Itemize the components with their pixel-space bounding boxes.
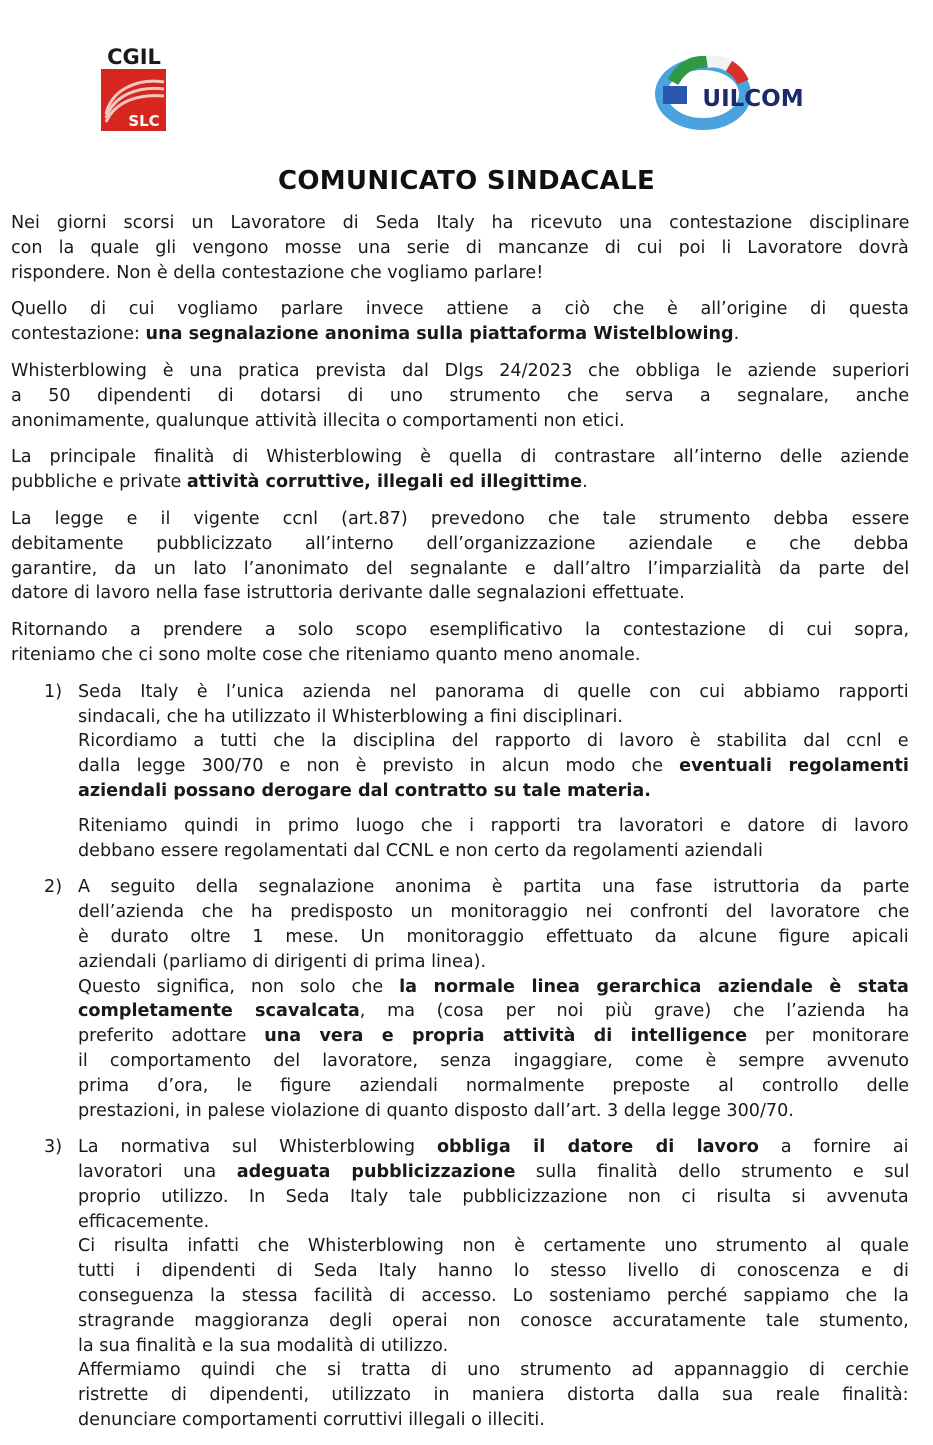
paragraph	[11, 359, 909, 433]
text-line	[11, 643, 909, 668]
text-run: La normativa sul Whisterblowing	[78, 1137, 437, 1158]
text-line	[78, 705, 909, 730]
text-line	[78, 950, 909, 975]
text-line	[78, 900, 909, 925]
text-run: La legge e il vigente ccnl (art.87) prevedono che tale strumento debba essere	[11, 508, 909, 529]
list-item-block	[78, 1135, 909, 1433]
text-run: a 50 dipendenti di dotarsi di uno strumento che serva a segnalare, anche	[11, 385, 909, 406]
cgil-logo-text: CGIL	[107, 45, 161, 69]
text-run: prestazioni, in palese violazione di quanto disposto dall’art. 3 della legge 300/70.	[78, 1100, 794, 1121]
text-line	[78, 1135, 909, 1160]
text-line	[78, 814, 909, 839]
text-line	[11, 445, 909, 470]
paragraph	[11, 445, 909, 495]
paragraph	[11, 211, 909, 285]
text-line	[78, 1284, 909, 1309]
text-line	[78, 1185, 909, 1210]
list-item-block	[78, 680, 909, 804]
text-run: stragrande maggioranza degli operai non conosce accuratamente tale stumento,	[78, 1310, 909, 1331]
paragraph	[11, 297, 909, 347]
text-line	[11, 261, 909, 286]
text-run: efficacemente.	[78, 1211, 210, 1232]
bold-text: la normale linea gerarchica aziendale è stata	[399, 976, 909, 997]
list-item	[11, 875, 909, 1123]
text-line	[78, 839, 909, 864]
text-run: Affermiamo quindi che si tratta di uno strumento ad appannaggio di cerchie	[78, 1360, 909, 1381]
text-run: sindacali, che ha utilizzato il Whisterblowing a fini disciplinari.	[78, 706, 623, 727]
text-line	[78, 1259, 909, 1284]
text-line	[78, 1383, 909, 1408]
text-line	[78, 1099, 909, 1124]
text-line	[78, 1160, 909, 1185]
text-run: la sua finalità e la sua modalità di utilizzo.	[78, 1335, 449, 1356]
text-run: a fornire ai	[758, 1137, 909, 1158]
list-item	[11, 1135, 909, 1433]
text-line	[78, 1408, 909, 1433]
list-item-number: 3)	[44, 1137, 63, 1158]
text-line	[78, 729, 909, 754]
text-line	[78, 1358, 909, 1383]
text-run: dell’azienda che ha predisposto un monitoraggio nei confronti del lavoratore che	[78, 902, 909, 923]
text-run: .	[733, 324, 740, 345]
bold-text: aziendali possano derogare dal contratto su tale materia.	[78, 780, 651, 801]
list-item-block	[78, 814, 909, 864]
text-run: lavoratori una	[78, 1162, 237, 1183]
document-body	[11, 211, 909, 1445]
text-run: denunciare comportamenti corruttivi illegali o illeciti.	[78, 1410, 545, 1431]
text-line	[78, 1309, 909, 1334]
text-line	[11, 470, 909, 495]
text-run: datore di lavoro nella fase istruttoria derivante dalle segnalazioni effettuate.	[11, 583, 685, 604]
text-run: Questo significa, non solo che	[78, 976, 400, 997]
text-line	[78, 975, 909, 1000]
text-run: debitamente pubblicizzato all’interno dell’organizzazione aziendale e che debba	[11, 533, 909, 554]
text-line	[78, 925, 909, 950]
text-run: aziendali (parliamo di dirigenti di prima linea).	[78, 951, 487, 972]
text-run: conseguenza la stessa facilità di accesso. Lo sosteniamo perché sappiamo che la	[78, 1286, 909, 1307]
bold-text: una segnalazione anonima sulla piattaforma Wistelblowing	[145, 324, 734, 345]
text-run: .	[582, 472, 588, 493]
text-line	[11, 618, 909, 643]
text-line	[11, 211, 909, 236]
text-line	[11, 384, 909, 409]
text-run: Seda Italy è l’unica azienda nel panorama di quelle con cui abbiamo rapporti	[78, 681, 909, 702]
text-run: Ritornando a prendere a solo scopo esemplificativo la contestazione di cui sopra,	[11, 620, 909, 641]
text-line	[78, 779, 909, 804]
text-run: debbano essere regolamentati dal CCNL e non certo da regolamenti aziendali	[78, 840, 763, 861]
bold-text: obbliga il datore di lavoro	[436, 1137, 759, 1158]
text-run: con la quale gli vengono mosse una serie di mancanze di cui poi li Lavoratore dovrà	[11, 237, 909, 258]
text-line	[11, 507, 909, 532]
text-run: Riteniamo quindi in primo luogo che i rapporti tra lavoratori e datore di lavoro	[78, 815, 909, 836]
text-run: dalla legge 300/70 e non è previsto in alcun modo che	[78, 756, 680, 777]
list-item-number: 1)	[44, 681, 63, 702]
bold-text: attività corruttive, illegali ed illegittime	[186, 472, 583, 493]
text-run: Nei giorni scorsi un Lavoratore di Seda Italy ha ricevuto una contestazione disciplinare	[11, 213, 909, 233]
text-run: anonimamente, qualunque attività illecita o comportamenti non etici.	[11, 410, 625, 431]
text-line	[11, 532, 909, 557]
text-run: ristrette di dipendenti, utilizzato in maniera distorta dalla sua reale finalità:	[78, 1385, 909, 1406]
paragraph	[11, 618, 909, 668]
text-run: contestazione:	[11, 324, 146, 345]
text-run: tutti i dipendenti di Seda Italy hanno lo stesso livello di conoscenza e di	[78, 1261, 909, 1282]
uilcom-logo-text: UILCOM	[702, 86, 804, 112]
text-run: La principale finalità di Whisterblowing è quella di contrastare all’interno delle aziende	[11, 447, 909, 468]
text-run: riteniamo che ci sono molte cose che riteniamo quanto meno anomale.	[11, 644, 641, 665]
text-run: A seguito della segnalazione anonima è partita una fase istruttoria da parte	[78, 877, 909, 898]
list-item	[11, 680, 909, 864]
text-line	[78, 1234, 909, 1259]
bold-text: adeguata pubblicizzazione	[236, 1162, 516, 1183]
text-run: Whisterblowing è una pratica prevista dal Dlgs 24/2023 che obbliga le aziende superiori	[11, 360, 909, 381]
text-line	[78, 1210, 909, 1235]
text-line	[11, 297, 909, 322]
text-line	[11, 409, 909, 434]
text-run: proprio utilizzo. In Seda Italy tale pubblicizzazione non ci risulta si avvenuta	[78, 1186, 909, 1207]
text-line	[11, 322, 909, 347]
list-item-block	[78, 875, 909, 1123]
text-run: pubbliche e private	[11, 472, 187, 493]
text-line	[78, 680, 909, 705]
bold-text: una vera e propria attività di intelligence	[264, 1026, 748, 1047]
slc-logo-text: SLC	[128, 112, 160, 130]
text-line	[78, 875, 909, 900]
text-run: preferito adottare	[78, 1026, 265, 1047]
text-run: Quello di cui vogliamo parlare invece attiene a ciò che è all’origine di questa	[11, 299, 909, 320]
text-run: prima d’ora, le figure aziendali normalmente preposte al controllo delle	[78, 1075, 909, 1096]
text-line	[11, 557, 909, 582]
text-line	[11, 581, 909, 606]
text-run: per monitorare	[747, 1026, 909, 1047]
text-run: , ma (cosa per noi più grave) che l’azienda ha	[359, 1001, 909, 1022]
document-title: COMUNICATO SINDACALE	[277, 166, 656, 196]
text-line	[78, 754, 909, 779]
text-run: il comportamento del lavoratore, senza ingaggiare, come è sempre avvenuto	[78, 1050, 909, 1071]
cgil-slc-logo	[100, 44, 168, 132]
text-run: è durato oltre 1 mese. Un monitoraggio effettuato da alcune figure apicali	[78, 926, 909, 947]
text-line	[78, 1334, 909, 1359]
list-item-number: 2)	[44, 877, 63, 898]
text-run: rispondere. Non è della contestazione che vogliamo parlare!	[11, 262, 544, 283]
uilcom-logo	[655, 52, 805, 132]
text-run: Ci risulta infatti che Whisterblowing non è certamente uno strumento al quale	[78, 1236, 909, 1257]
text-line	[11, 359, 909, 384]
text-run: sulla finalità dello strumento e sul	[515, 1162, 909, 1183]
text-line	[78, 1074, 909, 1099]
text-line	[78, 999, 909, 1024]
text-line	[78, 1024, 909, 1049]
text-line	[78, 1049, 909, 1074]
text-line	[11, 236, 909, 261]
paragraph	[11, 507, 909, 606]
bold-text: eventuali regolamenti	[679, 756, 909, 777]
bold-text: completamente scavalcata	[78, 1001, 360, 1022]
text-run: garantire, da un lato l’anonimato del segnalante e dall’altro l’imparzialità da parte del	[11, 558, 909, 579]
text-run: Ricordiamo a tutti che la disciplina del rapporto di lavoro è stabilita dal ccnl e	[78, 731, 909, 752]
